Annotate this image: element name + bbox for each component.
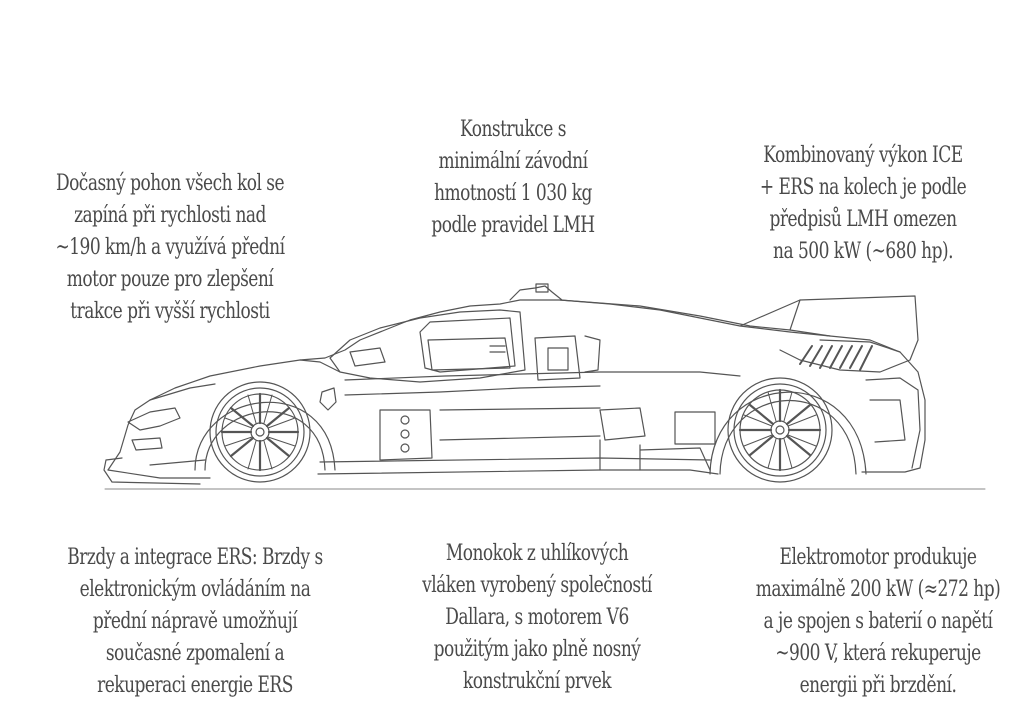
rear-wing [740,296,918,372]
front-headlight [128,408,180,430]
annotation-monocoque: Monokok z uhlíkových vláken vyrobený společností Dallara, s motorem V6 použitým jako plně nosný konstrukční prvek [422,541,652,694]
annotation-weight: Konstrukce s minimální závodní hmotností 1 030 kg podle pravidel LMH [431,117,595,238]
rear-wing-vents [800,346,872,370]
side-pod [345,372,740,380]
rear-wheel [728,378,832,482]
rear-end [866,378,920,468]
side-window [428,338,510,370]
annotation-brakes: Brzdy a integrace ERS: Brzdy s elektronickým ovládáním na přední nápravě umožňují současné zpomalení a rekuperaci energie ERS [67,545,323,698]
floor-line [108,470,718,478]
annotation-power: Kombinovaný výkon ICE + ERS na kolech je podle předpisů LMH omezen na 500 kW (~680 hp). [759,143,967,264]
annotation-electric-motor: Elektromotor produkuje maximálně 200 kW (≈272 hp) a je spojen s baterií o napětí ~900 V, která rekuperuje energii při brzdění. [755,545,1001,698]
engine-cover [560,300,830,336]
body-outline [108,300,925,472]
front-badge [320,388,336,410]
mirror [350,348,385,366]
annotation-awd: Dočasný pohon všech kol se zapíná při rychlosti nad ~190 km/h a využívá přední motor pouze pro zlepšení trakce při vyšší rychlosti [55,171,285,324]
front-wheel [210,382,310,482]
